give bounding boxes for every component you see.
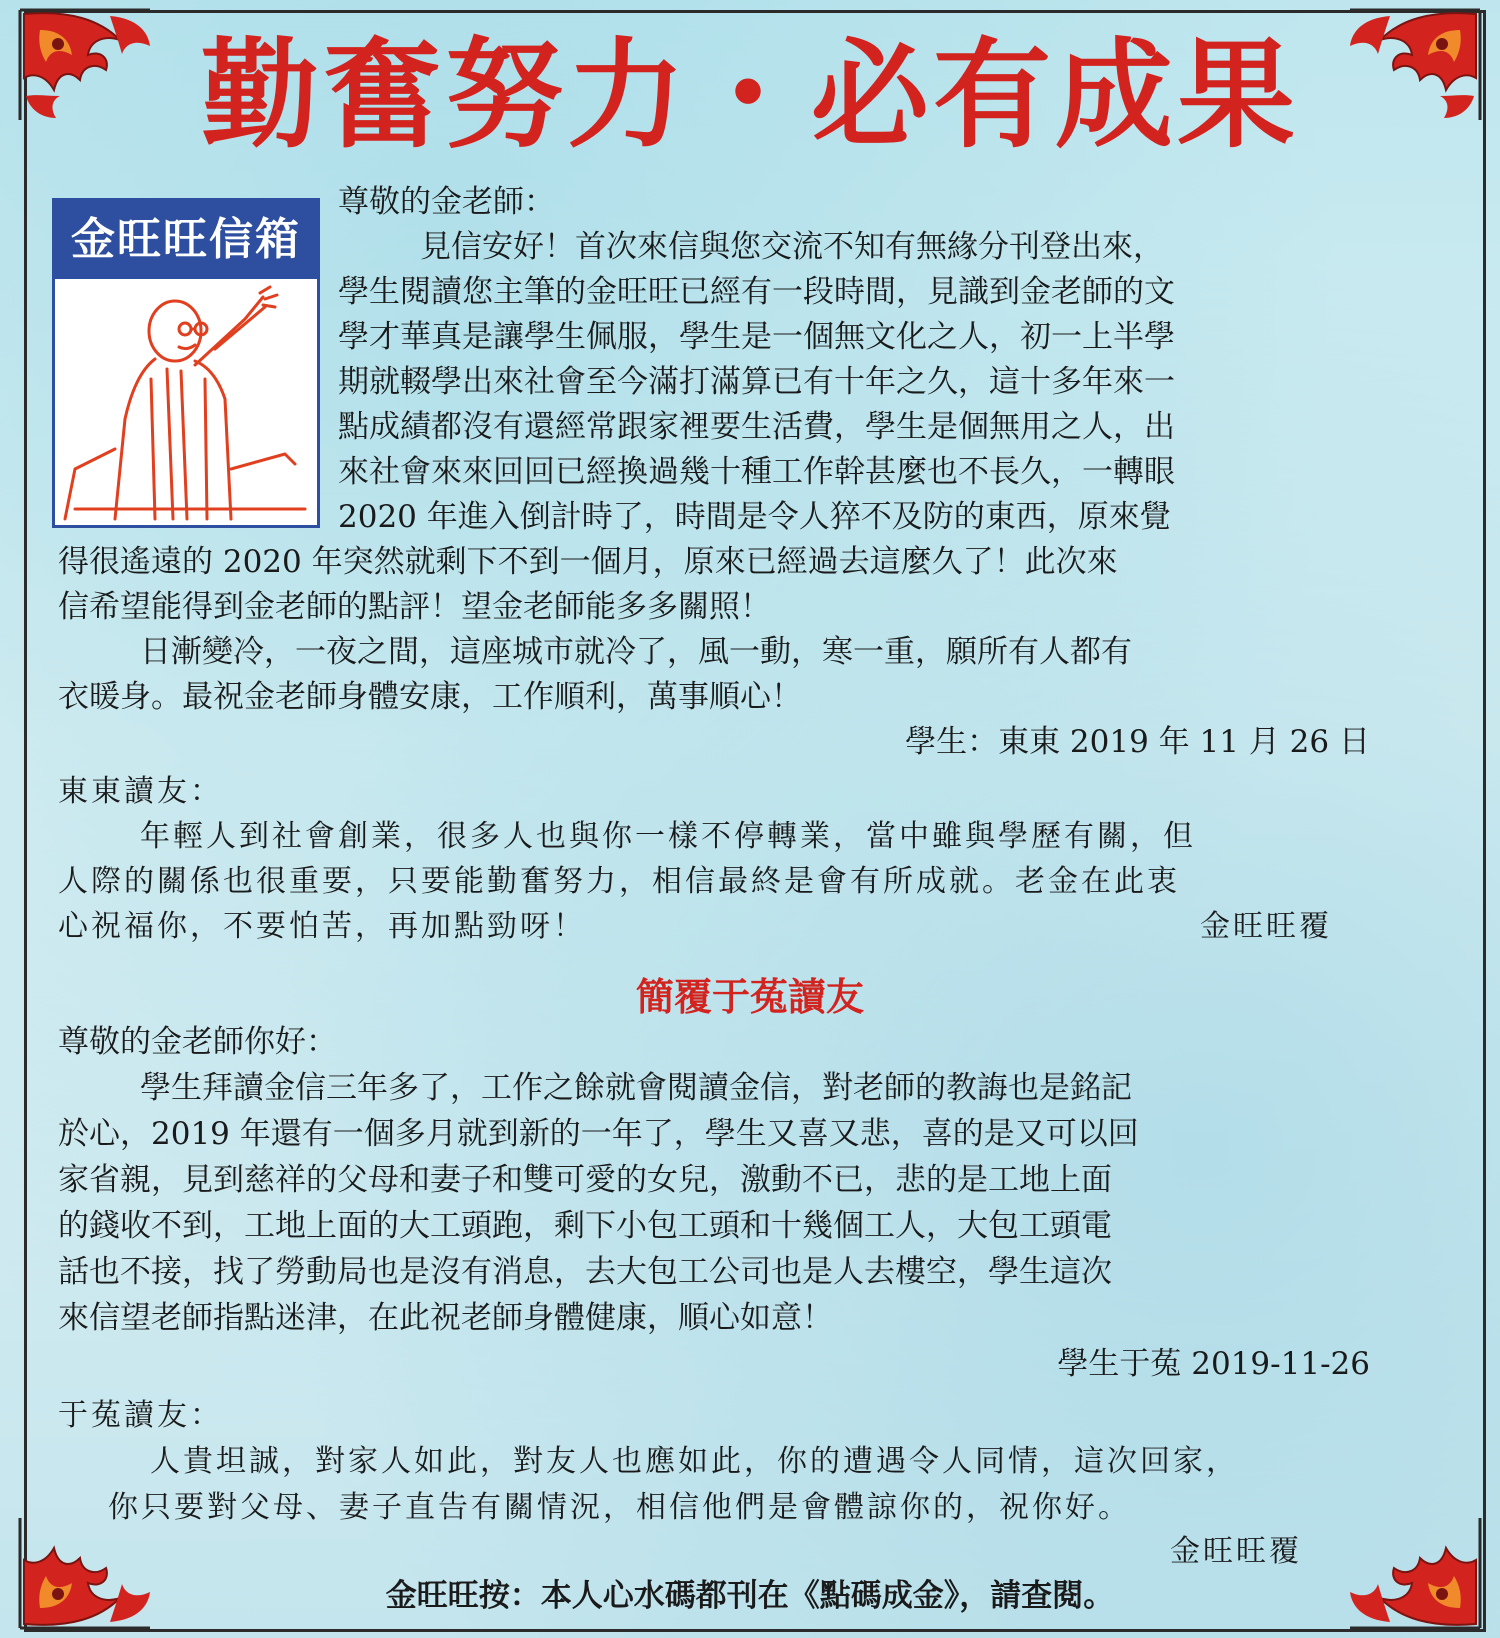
letter2-line: 學生拜讀金信三年多了，工作之餘就會閱讀金信，對老師的教誨也是銘記 bbox=[140, 1070, 1132, 1106]
letter1-line: 得很遙遠的 2020 年突然就剩下不到一個月，原來已經過去這麼久了！此次來 bbox=[58, 544, 1118, 580]
letter1-line: 日漸變冷，一夜之間，這座城市就冷了，風一動，寒一重，願所有人都有 bbox=[140, 634, 1132, 670]
mailbox-logo bbox=[52, 198, 320, 528]
reply1-salutation: 東東讀友： bbox=[58, 774, 223, 809]
section2-title: 簡覆于菟讀友 bbox=[635, 974, 864, 1019]
reply1-line: 心祝福你，不要怕苦，再加點勁呀！ bbox=[58, 909, 586, 944]
letter2-line: 家省親，見到慈祥的父母和妻子和雙可愛的女兒，激動不已，悲的是工地上面 bbox=[58, 1162, 1112, 1198]
letter2-line: 的錢收不到，工地上面的大工頭跑，剩下小包工頭和十幾個工人，大包工頭電 bbox=[58, 1208, 1112, 1244]
letter1-line: 學生閱讀您主筆的金旺旺已經有一段時間，見識到金老師的文 bbox=[338, 274, 1175, 310]
corner-ornament-bottom-right bbox=[1340, 1508, 1490, 1638]
page-title: 勤奮努力・必有成果 bbox=[200, 26, 1299, 164]
letter1-line: 期就輟學出來社會至今滿打滿算已有十年之久，這十多年來一 bbox=[338, 364, 1175, 400]
reply2-signature: 金旺旺覆 bbox=[1170, 1534, 1302, 1569]
letter1-line: 學才華真是讓學生佩服，學生是一個無文化之人，初一上半學 bbox=[338, 319, 1175, 355]
letter1-line: 2020 年進入倒計時了，時間是令人猝不及防的東西，原來覺 bbox=[338, 499, 1171, 535]
letter2-salutation: 尊敬的金老師你好： bbox=[58, 1024, 337, 1060]
reply1-signature: 金旺旺覆 bbox=[1200, 909, 1332, 944]
letter1-line: 信希望能得到金老師的點評！望金老師能多多關照！ bbox=[58, 589, 771, 625]
reply2-line: 你只要對父母、妻子直告有關情況，相信他們是會體諒你的，祝你好。 bbox=[108, 1490, 1131, 1525]
teacher-illustration bbox=[55, 279, 317, 525]
letter1-line: 來社會來來回回已經換過幾十種工作幹甚麼也不長久，一轉眼 bbox=[338, 454, 1175, 490]
reply2-line: 人貴坦誠，對家人如此，對友人也應如此，你的遭遇令人同情，這次回家， bbox=[150, 1444, 1239, 1479]
letter2-line: 來信望老師指點迷津，在此祝老師身體健康，順心如意！ bbox=[58, 1300, 833, 1336]
reply1-line: 人際的關係也很重要，只要能勤奮努力，相信最終是會有所成就。老金在此衷 bbox=[58, 864, 1180, 899]
footer-note: 金旺旺按：本人心水碼都刊在《點碼成金》，請查閱。 bbox=[385, 1578, 1115, 1614]
letter1-salutation: 尊敬的金老師： bbox=[338, 184, 555, 220]
letter2-line: 於心，2019 年還有一個多月就到新的一年了，學生又喜又悲，喜的是又可以回 bbox=[58, 1116, 1139, 1152]
letter1-line: 衣暖身。最祝金老師身體安康，工作順利，萬事順心！ bbox=[58, 679, 802, 715]
letter1-line: 見信安好！首次來信與您交流不知有無緣分刊登出來， bbox=[420, 229, 1164, 265]
letter1-signature: 學生：東東 2019 年 11 月 26 日 bbox=[905, 724, 1370, 760]
letter2-line: 話也不接，找了勞動局也是沒有消息，去大包工公司也是人去樓空，學生這次 bbox=[58, 1254, 1112, 1290]
letter2-signature: 學生于菟 2019-11-26 bbox=[1057, 1346, 1370, 1382]
reply1-line: 年輕人到社會創業，很多人也與你一樣不停轉業，當中雖與學歷有關，但 bbox=[140, 819, 1196, 854]
letter1-line: 點成績都沒有還經常跟家裡要生活費，學生是個無用之人，出 bbox=[338, 409, 1175, 445]
mailbox-label: 金旺旺信箱 bbox=[55, 201, 317, 279]
reply2-salutation: 于菟讀友： bbox=[58, 1398, 223, 1433]
